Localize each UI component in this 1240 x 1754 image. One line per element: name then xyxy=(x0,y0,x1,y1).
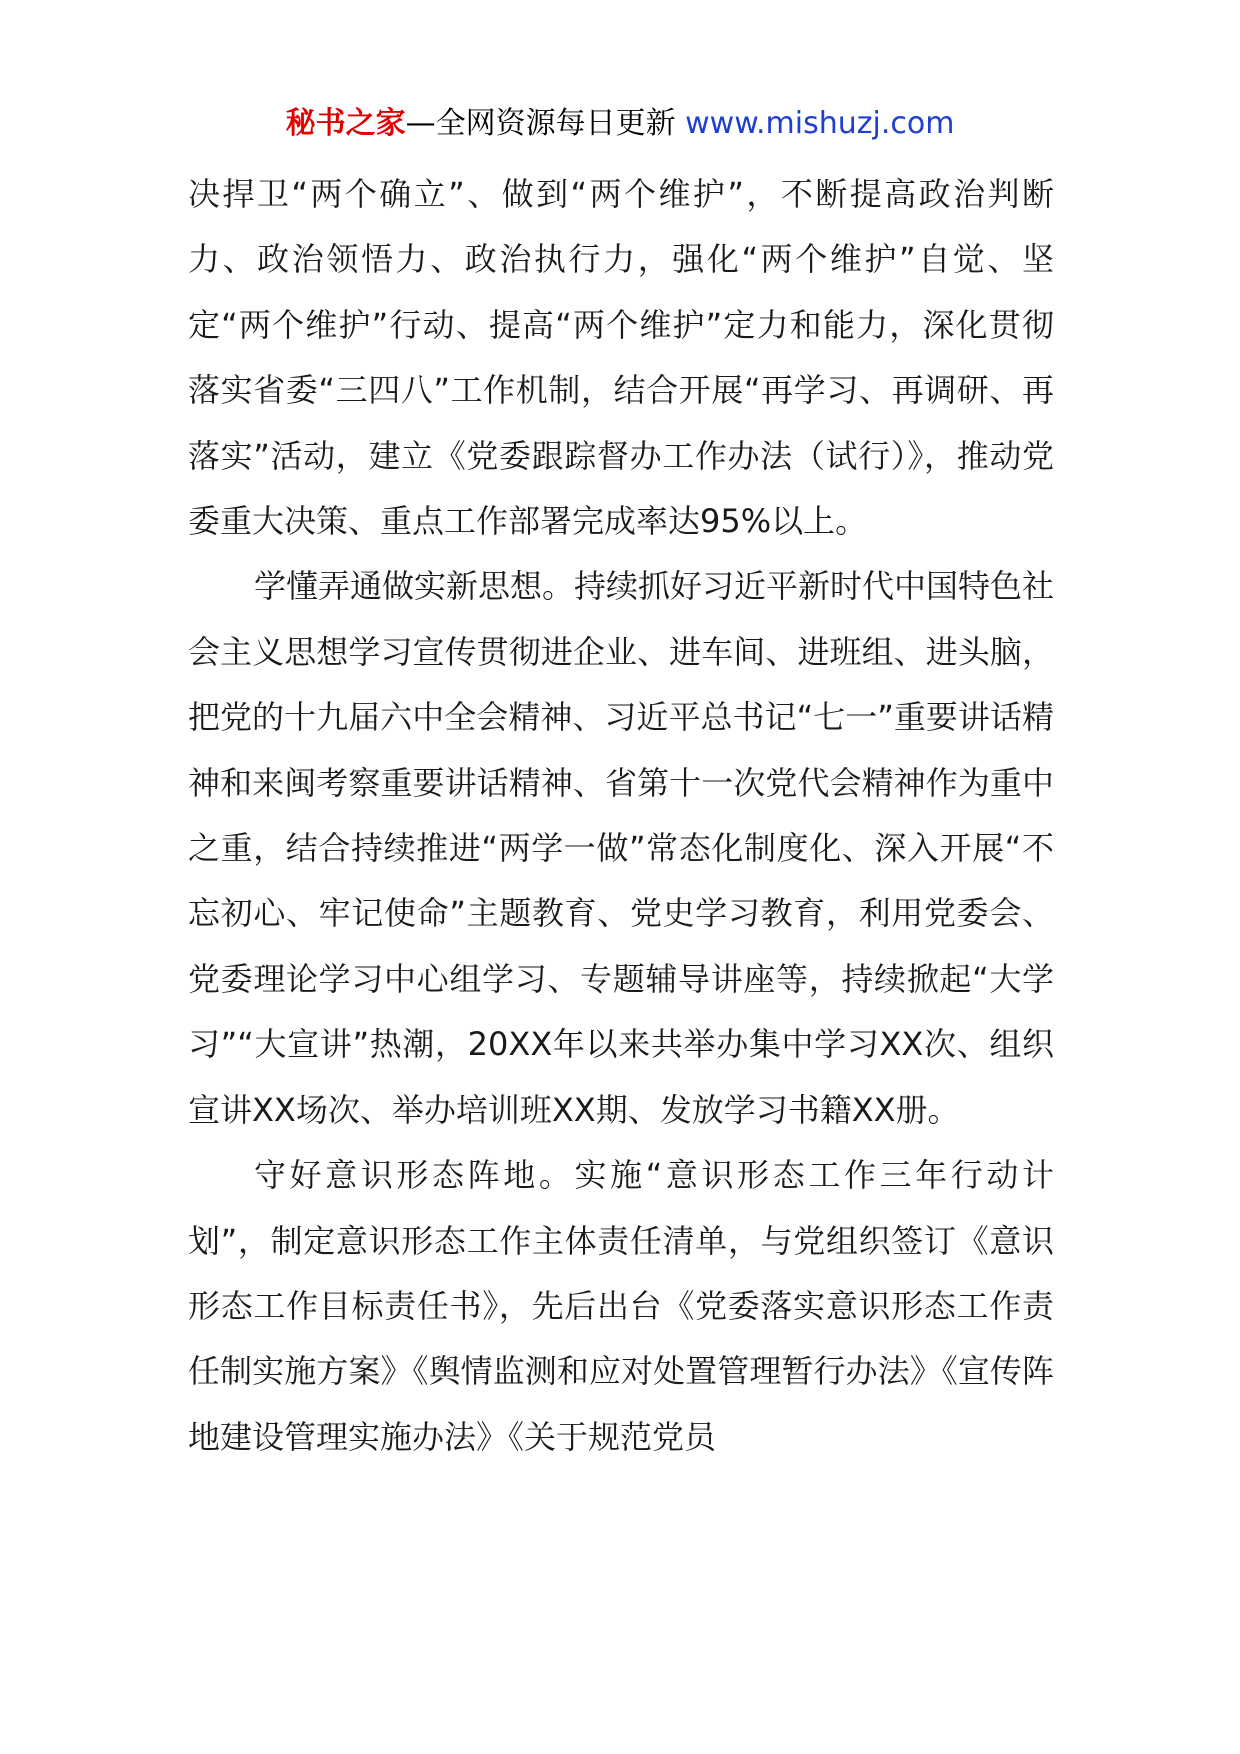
site-header xyxy=(0,100,1240,148)
document-body xyxy=(188,162,1054,1470)
site-brand: 秘书之家 xyxy=(285,106,406,141)
paragraph-study-thought: 学懂弄通做实新思想。持续抓好习近平新时代中国特色社会主义思想学习宣传贯彻进企业、进车间、进班组、进头脑，把党的十九届六中全会精神、习近平总书记“七一”重要讲话精神和来闽考察重要讲话精神、省第十一次党代会精神作为重中之重，结合持续推进“两学一做”常态化制度化、深入开展“不忘初心、牢记使命”主题教育、党史学习教育，利用党委会、党委理论学习中心组学习、专题辅导讲座等，持续掀起“大学习”“大宣讲”热潮，20XX年以来共举办集中学习XX次、组织宣讲XX场次、举办培训班XX期、发放学习书籍XX册。 xyxy=(188,567,1055,1129)
site-tagline: —全网资源每日更新 xyxy=(405,106,676,141)
paragraph-ideology-position: 守好意识形态阵地。实施“意识形态工作三年行动计划”，制定意识形态工作主体责任清单，与党组织签订《意识形态工作目标责任书》，先后出台《党委落实意识形态工作责任制实施方案》《舆情监测和应对处置管理暂行办法》《宣传阵地建设管理实施办法》《关于规范党员 xyxy=(188,1156,1054,1456)
paragraph-continuation: 决捍卫“两个确立”、做到“两个维护”，不断提高政治判断力、政治领悟力、政治执行力，强化“两个维护”自觉、坚定“两个维护”行动、提高“两个维护”定力和能力，深化贯彻落实省委“三四八”工作机制，结合开展“再学习、再调研、再落实”活动，建立《党委跟踪督办工作办法（试行）》，推动党委重大决策、重点工作部署完成率达95%以上。 xyxy=(188,175,1054,541)
site-url-link[interactable]: www.mishuzj.com xyxy=(685,106,955,141)
